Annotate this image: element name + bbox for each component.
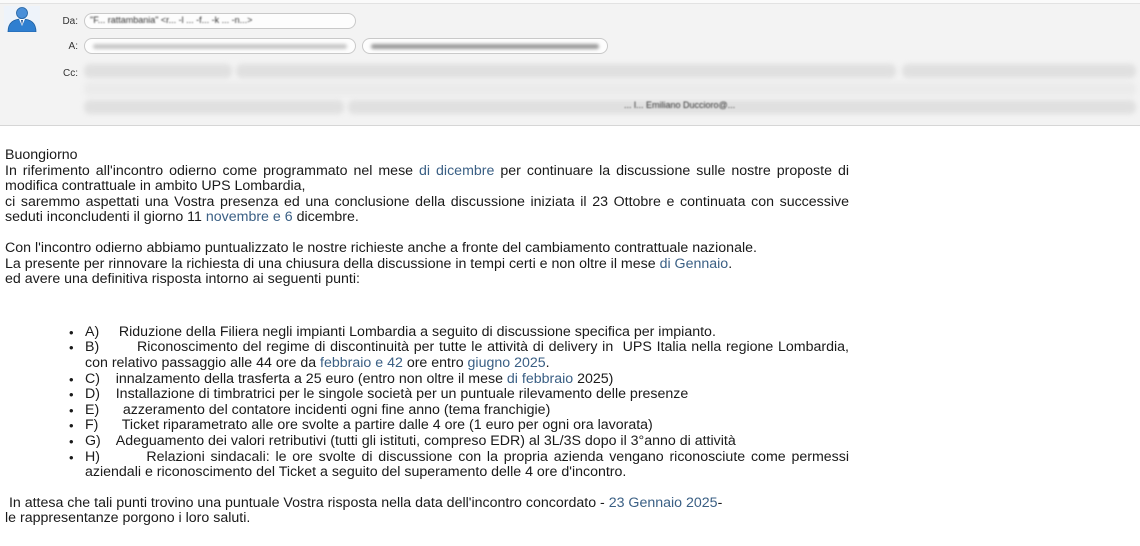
to-field-recipient-1[interactable] (84, 38, 356, 54)
list-item (85, 434, 849, 450)
list-item (85, 403, 849, 419)
body-text: . (728, 255, 733, 272)
from-label: Da: (62, 16, 78, 27)
from-field[interactable] (84, 13, 356, 29)
list-item (85, 387, 849, 403)
body-text: per continuare la discussione sulle nostre proposte di modifica contrattuale in ambito UPS Lombardia, (5, 162, 849, 195)
greeting: Buongiorno (5, 147, 78, 163)
list-item (85, 340, 849, 371)
redacted-recipient (84, 82, 1136, 96)
redacted-recipient (371, 44, 599, 49)
requests-list (5, 325, 849, 481)
list-item (85, 325, 849, 341)
message-body (5, 148, 849, 527)
redacted-recipient (84, 64, 232, 78)
body-text: In attesa che tali punti trovino una puntuale Vostra risposta nella data dell'incontro concordato - (5, 494, 609, 511)
body-text: H) Relazioni sindacali: le ore svolte di discussione con la propria azienda vengano riconosciute come permessi aziendali e riconoscimento del Ticket a seguito del superamento delle 4 ore d'incontro. (85, 448, 849, 481)
paragraph-4 (5, 257, 849, 273)
body-text: dicembre. (292, 209, 359, 226)
body-text: ore entro (402, 354, 468, 371)
person-avatar-icon[interactable] (4, 6, 40, 32)
date-link[interactable]: di Gennaio (659, 255, 729, 272)
body-text: E) azzeramento del contatore incidenti ogni fine anno (tema franchigie) (85, 401, 551, 418)
date-link[interactable]: 23 Gennaio 2025 (608, 494, 718, 511)
list-item (85, 418, 849, 434)
redacted-recipient (348, 100, 1136, 114)
to-label: A: (68, 41, 78, 52)
body-text: La presente per rinnovare la richiesta di una chiusura della discussione in tempi certi e non oltre il mese (5, 255, 660, 272)
body-text: ci saremmo aspettati una Vostra presenza ed una conclusione della discussione iniziata il 23 Ottobre e continuata con successive seduti inconcludenti il giorno 11 (5, 193, 849, 226)
cc-recipients[interactable] (84, 62, 1136, 120)
redacted-recipient (902, 64, 1136, 78)
body-text: G) Adeguamento dei valori retributivi (tutti gli istituti, compreso EDR) al 3L/3S dopo il 3°anno di attività (85, 432, 736, 449)
paragraph-2 (5, 195, 849, 226)
to-field-recipient-2[interactable] (362, 38, 608, 54)
redacted-recipient (84, 100, 344, 114)
paragraph-1 (5, 164, 849, 195)
date-link[interactable]: febbraio e 42 (320, 354, 403, 371)
cc-label: Cc: (63, 68, 78, 79)
message-header (0, 0, 1140, 126)
date-link[interactable]: di dicembre (419, 162, 495, 179)
body-text: D) Installazione di timbratrici per le singole società per un puntuale rilevamento delle presenze (85, 386, 689, 403)
closing-line-1 (5, 496, 849, 512)
redacted-recipient (93, 44, 347, 49)
paragraph-3: Con l'incontro odierno abbiamo puntualizzato le nostre richieste anche a fronte del cambiamento contrattuale nazionale. (5, 239, 757, 256)
body-text: 2025) (573, 370, 614, 387)
body-text: A) Riduzione della Filiera negli impianti Lombardia a seguito di discussione specifica per impianto. (85, 323, 716, 340)
list-item (85, 372, 849, 388)
cc-visible-fragment: ... l... Emiliano Duccioro@... (624, 100, 736, 110)
body-text: In riferimento all'incontro odierno come programmato nel mese (5, 162, 420, 179)
header-top-strip (0, 0, 1140, 4)
body-text: . (545, 354, 550, 371)
body-text: - (717, 494, 723, 511)
from-value: "F... rattambania" <r... -l ... -f... -k ... -n...> (90, 15, 253, 25)
date-link[interactable]: giugno 2025 (467, 354, 546, 371)
redacted-recipient (236, 64, 896, 78)
date-link[interactable]: novembre e 6 (205, 209, 293, 226)
list-item (85, 450, 849, 481)
date-link[interactable]: di febbraio (506, 370, 574, 387)
paragraph-5: ed avere una definitiva risposta intorno ai seguenti punti: (5, 271, 360, 288)
closing-line-2: le rappresentanze porgono i loro saluti. (5, 510, 251, 527)
body-text: C) innalzamento della trasferta a 25 euro (entro non oltre il mese (85, 370, 507, 387)
body-text: B) Riconoscimento del regime di discontinuità per tutte le attività di delivery in UPS Italia nella regione Lombardia, con relativo passaggio alle 44 ore da (85, 339, 849, 371)
closing (5, 496, 849, 527)
body-text: F) Ticket riparametrato alle ore svolte a partire dalle 4 ore (1 euro per ogni ora lavorata) (85, 417, 653, 434)
